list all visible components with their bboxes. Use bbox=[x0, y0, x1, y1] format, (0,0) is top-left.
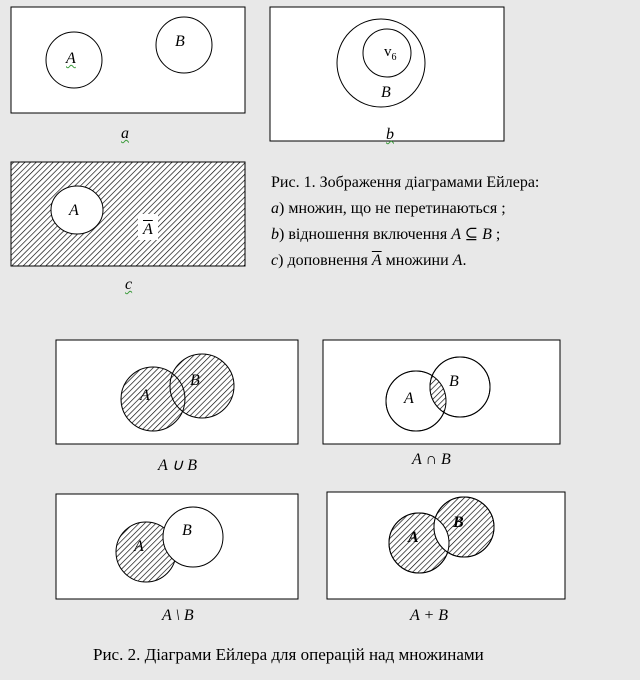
symmetric-caption: A + B bbox=[410, 607, 449, 624]
union-label-b: B bbox=[190, 372, 200, 389]
fig1-caption-line-c: c) доповнення $\overline{A}$ множини A. bbox=[271, 252, 467, 269]
fig1a-letter: a bbox=[121, 125, 129, 142]
difference-label-b: B bbox=[182, 522, 192, 539]
difference-label-a: A bbox=[134, 538, 144, 555]
union-caption: A ∪ B bbox=[158, 457, 197, 474]
intersection-label-a: A bbox=[404, 390, 414, 407]
union-label-a: A bbox=[140, 387, 150, 404]
fig1c-letter: c bbox=[125, 276, 133, 293]
fig1c-frame bbox=[11, 162, 245, 266]
fig1-caption-title: Рис. 1. Зображення діаграмами Ейлера: bbox=[271, 174, 540, 191]
fig1b-outer-label: B bbox=[381, 84, 391, 101]
fig1a-label-a: A bbox=[66, 50, 76, 67]
difference-circle-b bbox=[163, 507, 223, 567]
symmetric-label-b: B bbox=[453, 514, 464, 531]
fig1b-inner-label: $v_6$ bbox=[384, 44, 397, 63]
fig1-caption-line-b: b) відношення включення A ⊆ B ; bbox=[271, 226, 501, 243]
fig1a-label-b: B bbox=[175, 33, 185, 50]
union-circle-b bbox=[170, 354, 234, 418]
fig2-caption: Рис. 2. Діаграми Ейлера для операцій над множинами bbox=[93, 645, 484, 664]
fig1c-label-a: A bbox=[69, 202, 79, 219]
symmetric-label-a: A bbox=[408, 529, 419, 546]
intersection-caption: A ∩ B bbox=[412, 451, 451, 468]
fig1b-letter: b bbox=[386, 126, 394, 143]
fig1-caption-line-a: a) множин, що не перетинаються ; bbox=[271, 200, 506, 217]
fig1-caption bbox=[271, 170, 539, 274]
fig1c-complement-label: $\overline{A}$ bbox=[143, 221, 153, 238]
difference-caption: A \ B bbox=[162, 607, 194, 624]
intersection-label-b: B bbox=[449, 373, 459, 390]
